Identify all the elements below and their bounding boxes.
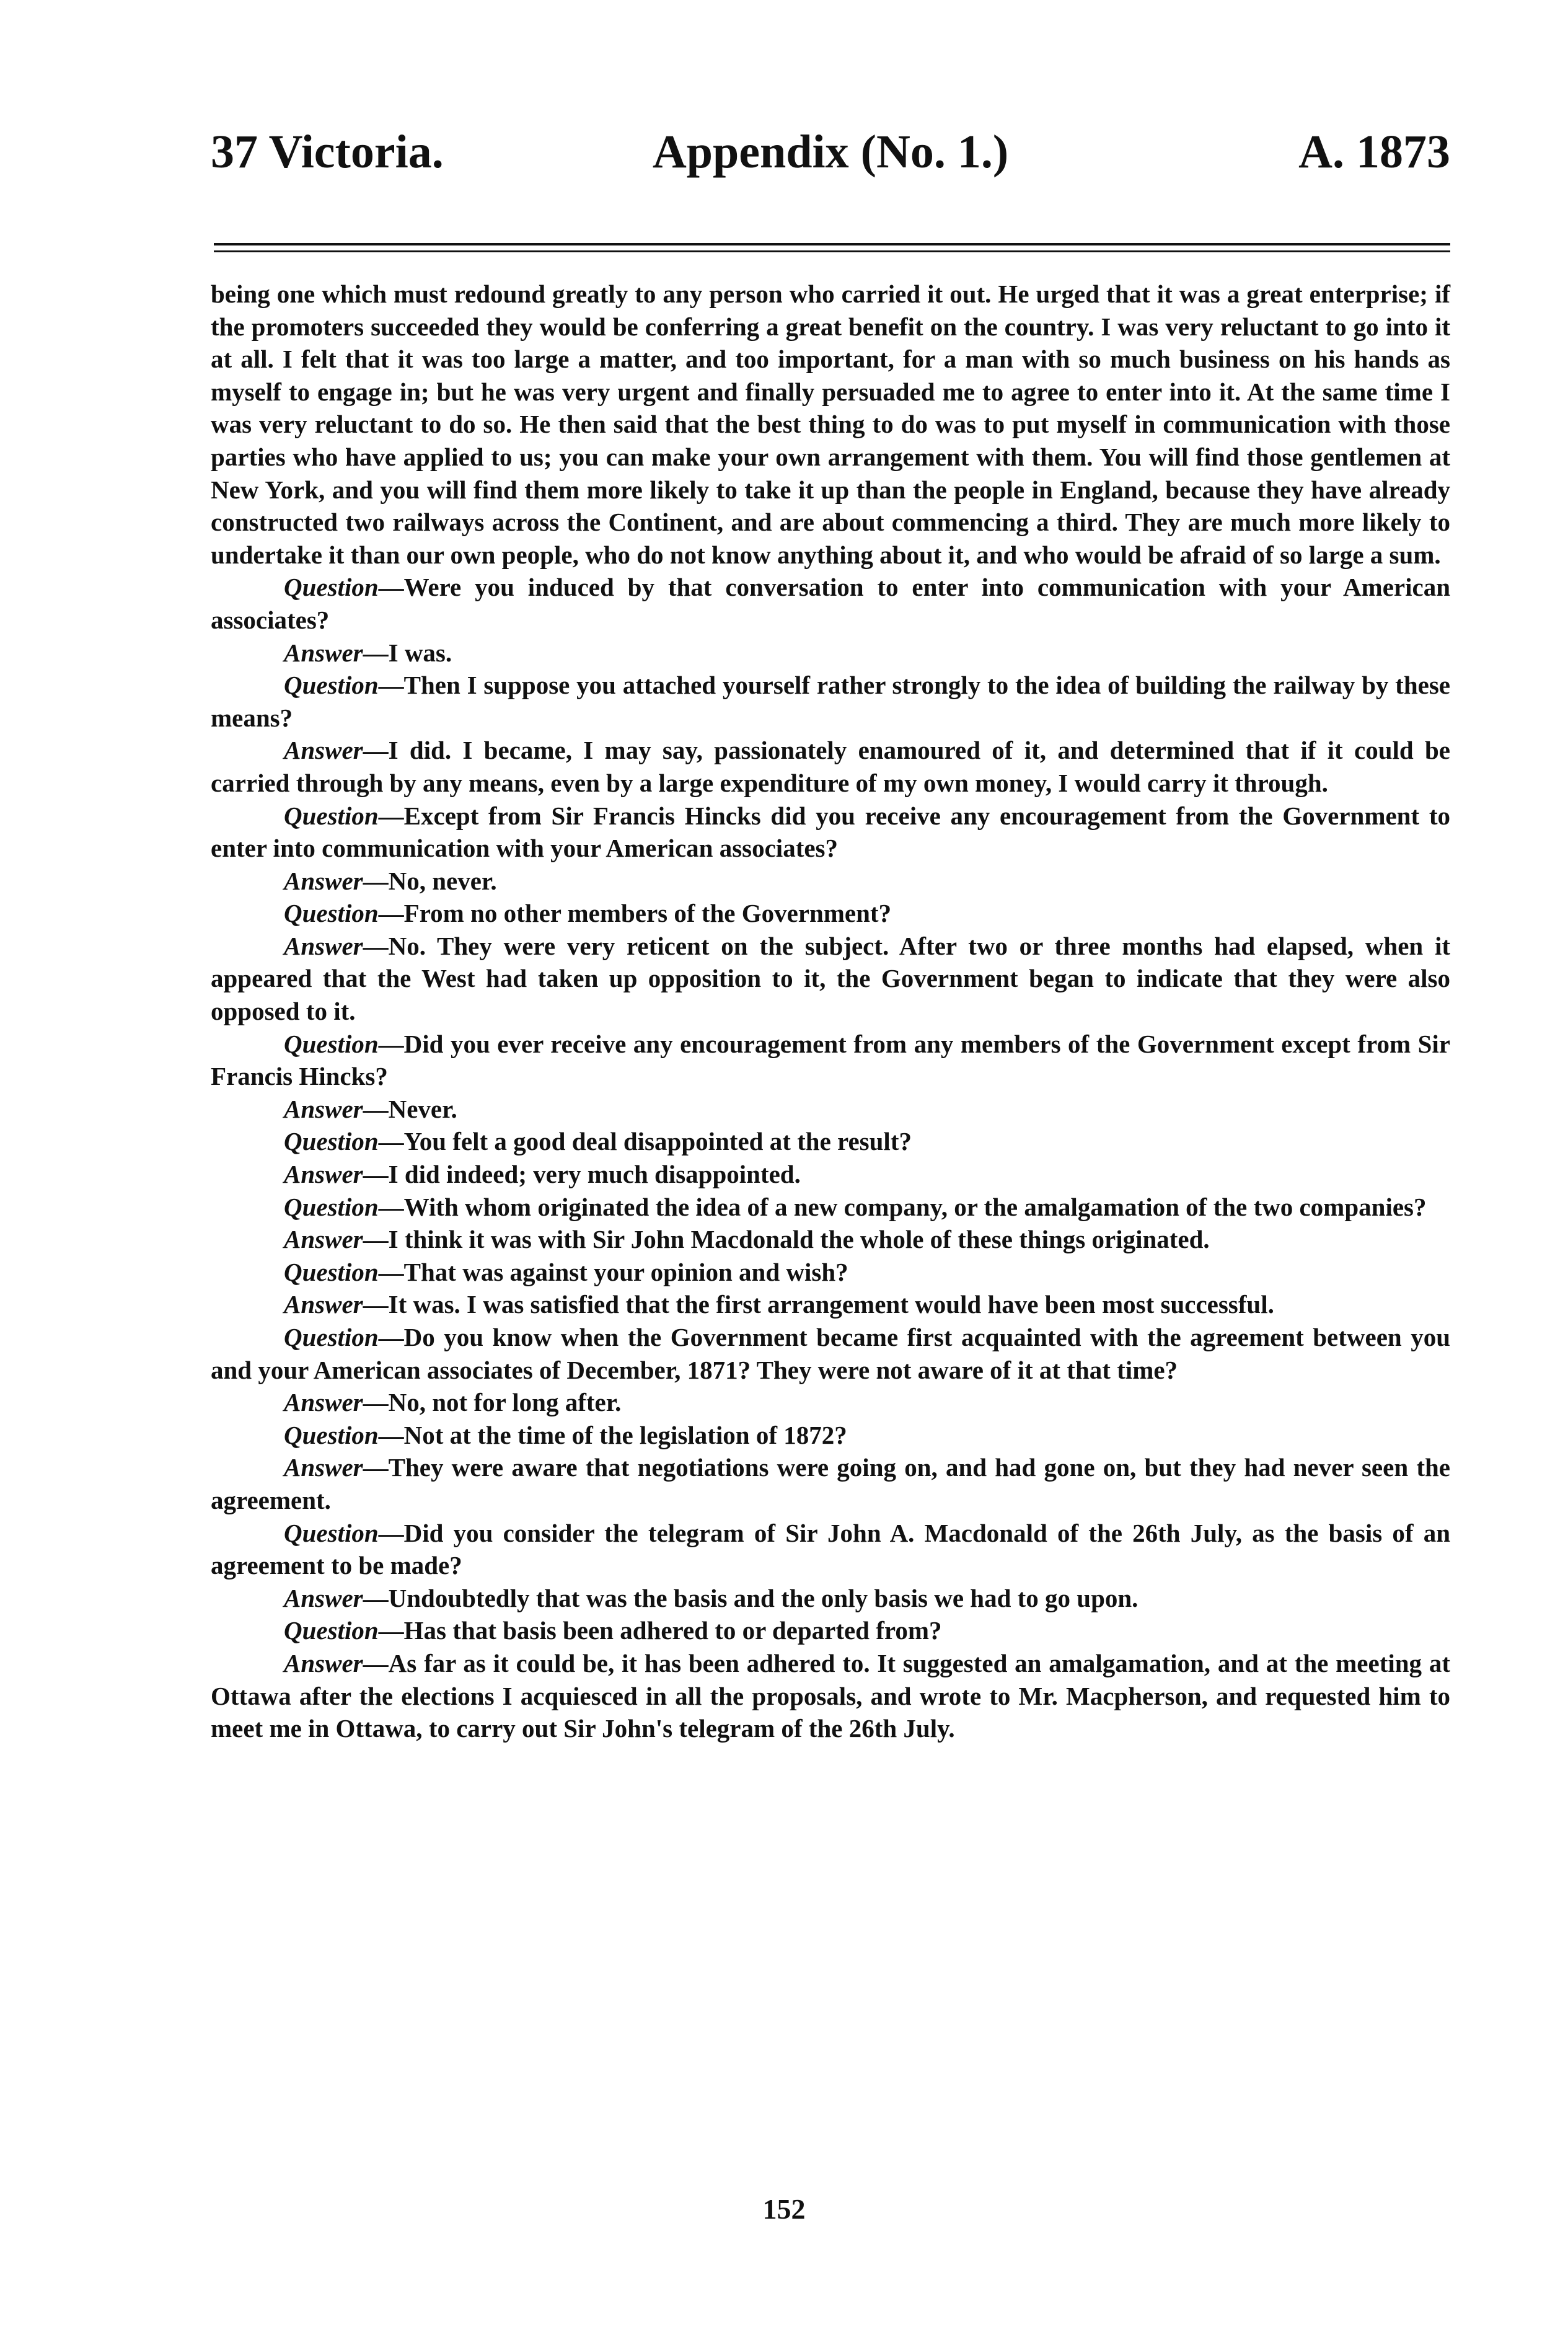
answer-label: Answer: [284, 1648, 363, 1677]
answer-paragraph: [211, 1288, 1450, 1321]
question-label: Question: [284, 1420, 379, 1449]
question-paragraph: [211, 897, 1450, 930]
dash: —: [363, 1094, 389, 1123]
answer-label: Answer: [284, 1583, 363, 1612]
question-label: Question: [284, 1323, 379, 1351]
question-text: Not at the time of the legislation of 1872?: [403, 1420, 847, 1449]
answer-text: Undoubtedly that was the basis and the only basis we had to go upon.: [388, 1583, 1139, 1612]
dash: —: [363, 1583, 389, 1612]
question-label: Question: [284, 1616, 379, 1645]
question-paragraph: [211, 800, 1450, 865]
answer-text: No, never.: [388, 866, 497, 895]
question-answer-list: [211, 571, 1450, 1744]
dash: —: [363, 1225, 389, 1254]
question-paragraph: [211, 669, 1450, 734]
answer-text: I did. I became, I may say, passionately enamoured of it, and determined that if it could be carried through by any means, even by a large expenditure of my own money, I would carry it through.: [211, 736, 1450, 797]
dash: —: [378, 1518, 404, 1547]
question-label: Question: [284, 899, 379, 928]
dash: —: [363, 1160, 389, 1189]
question-label: Question: [284, 573, 379, 602]
question-label: Question: [284, 671, 379, 700]
question-paragraph: [211, 1419, 1450, 1452]
dash: —: [363, 638, 389, 667]
dash: —: [363, 1388, 389, 1417]
question-label: Question: [284, 1257, 379, 1286]
dash: —: [378, 1192, 404, 1221]
dash: —: [378, 899, 404, 928]
question-label: Question: [284, 1029, 379, 1058]
question-text: Did you ever receive any encouragement from any members of the Government except from Sir Francis Hincks?: [211, 1029, 1450, 1091]
question-label: Question: [284, 1518, 379, 1547]
dash: —: [363, 931, 389, 960]
answer-text: I was.: [388, 638, 452, 667]
dash: —: [378, 671, 404, 700]
answer-text: They were aware that negotiations were going on, and had gone on, but they had never seen the agreement.: [211, 1453, 1450, 1514]
question-label: Question: [284, 1127, 379, 1156]
answer-label: Answer: [284, 866, 363, 895]
answer-paragraph: [211, 637, 1450, 669]
answer-text: No, not for long after.: [388, 1388, 622, 1417]
question-text: With whom originated the idea of a new company, or the amalgamation of the two companies?: [403, 1192, 1427, 1221]
dash: —: [378, 573, 404, 602]
answer-text: I think it was with Sir John Macdonald the whole of these things originated.: [388, 1225, 1210, 1254]
dash: —: [378, 801, 404, 830]
question-text: Except from Sir Francis Hincks did you receive any encouragement from the Government to enter into communication with your American associates?: [211, 801, 1450, 863]
answer-text: It was. I was satisfied that the first arrangement would have been most successful.: [388, 1290, 1274, 1319]
question-paragraph: [211, 1028, 1450, 1093]
answer-label: Answer: [284, 736, 363, 765]
question-paragraph: [211, 1517, 1450, 1582]
answer-paragraph: [211, 1158, 1450, 1191]
question-text: Were you induced by that conversation to enter into communication with your American associates?: [211, 573, 1450, 634]
header-appendix: Appendix (No. 1.): [652, 126, 1009, 178]
running-header: [211, 118, 1450, 186]
page-number: 152: [762, 2193, 806, 2225]
question-paragraph: [211, 1614, 1450, 1647]
answer-label: Answer: [284, 638, 363, 667]
answer-paragraph: [211, 1223, 1450, 1256]
answer-label: Answer: [284, 1388, 363, 1417]
testimony-text: [211, 278, 1450, 1745]
question-text: You felt a good deal disappointed at the result?: [403, 1127, 912, 1156]
answer-paragraph: [211, 1093, 1450, 1126]
header-rule: [214, 243, 1450, 245]
question-paragraph: [211, 1256, 1450, 1289]
dash: —: [378, 1420, 404, 1449]
question-label: Question: [284, 801, 379, 830]
dash: —: [363, 1453, 389, 1482]
answer-label: Answer: [284, 931, 363, 960]
dash: —: [363, 1648, 389, 1677]
question-text: Then I suppose you attached yourself rather strongly to the idea of building the railway by these means?: [211, 671, 1450, 732]
dash: —: [378, 1127, 404, 1156]
question-paragraph: [211, 1321, 1450, 1386]
question-paragraph: [211, 571, 1450, 636]
header-rule-thin: [214, 250, 1450, 252]
dash: —: [363, 866, 389, 895]
answer-text: As far as it could be, it has been adhered to. It suggested an amalgamation, and at the meeting at Ottawa after the elections I acquiesced in all the proposals, and wrote to Mr. Macpherson, and requested him to meet me in Ottawa, to carry out Sir John's telegram of the 26th July.: [211, 1648, 1450, 1743]
answer-label: Answer: [284, 1290, 363, 1319]
question-text: Has that basis been adhered to or departed from?: [403, 1616, 942, 1645]
answer-label: Answer: [284, 1453, 363, 1482]
dash: —: [378, 1323, 404, 1351]
dash: —: [363, 1290, 389, 1319]
question-label: Question: [284, 1192, 379, 1221]
opening-paragraph: being one which must redound greatly to any person who carried it out. He urged that it was a great enterprise; if the promoters succeeded they would be conferring a great benefit on the country. I was very reluctant to go into it at all. I felt that it was too large a matter, and too important, for a man with so much business on his hands as myself to engage in; but he was very urgent and finally persuaded me to agree to enter into it. At the same time I was very reluctant to do so. He then said that the best thing to do was to put myself in communication with those parties who have applied to us; you can make your own arrangement with them. You will find those gentlemen at New York, and you will find them more likely to take it up than the people in England, because they have already constructed two railways across the Continent, and are about commencing a third. They are much more likely to undertake it than our own people, who do not know anything about it, and who would be afraid of so large a sum.: [211, 280, 1450, 569]
answer-text: No. They were very reticent on the subject. After two or three months had elapsed, when it appeared that the West had taken up opposition to it, the Government began to indicate that they were also opposed to it.: [211, 931, 1450, 1026]
answer-paragraph: [211, 1647, 1450, 1745]
dash: —: [363, 736, 389, 765]
answer-paragraph: [211, 734, 1450, 799]
dash: —: [378, 1257, 404, 1286]
question-text: Did you consider the telegram of Sir John A. Macdonald of the 26th July, as the basis of an agreement to be made?: [211, 1518, 1450, 1580]
answer-paragraph: [211, 1582, 1450, 1615]
header-year: A. 1873: [1298, 126, 1450, 178]
answer-paragraph: [211, 1451, 1450, 1516]
answer-label: Answer: [284, 1094, 363, 1123]
dash: —: [378, 1029, 404, 1058]
answer-label: Answer: [284, 1225, 363, 1254]
header-session: 37 Victoria.: [211, 126, 444, 178]
answer-text: Never.: [388, 1094, 457, 1123]
answer-label: Answer: [284, 1160, 363, 1189]
question-text: From no other members of the Government?: [403, 899, 892, 928]
answer-paragraph: [211, 865, 1450, 898]
answer-paragraph: [211, 1386, 1450, 1419]
answer-paragraph: [211, 930, 1450, 1028]
answer-text: I did indeed; very much disappointed.: [388, 1160, 801, 1189]
question-text: Do you know when the Government became first acquainted with the agreement between you and your American associates of December, 1871? They were not aware of it at that time?: [211, 1323, 1450, 1384]
question-paragraph: [211, 1125, 1450, 1158]
question-text: That was against your opinion and wish?: [403, 1257, 848, 1286]
dash: —: [378, 1616, 404, 1645]
question-paragraph: [211, 1191, 1450, 1224]
